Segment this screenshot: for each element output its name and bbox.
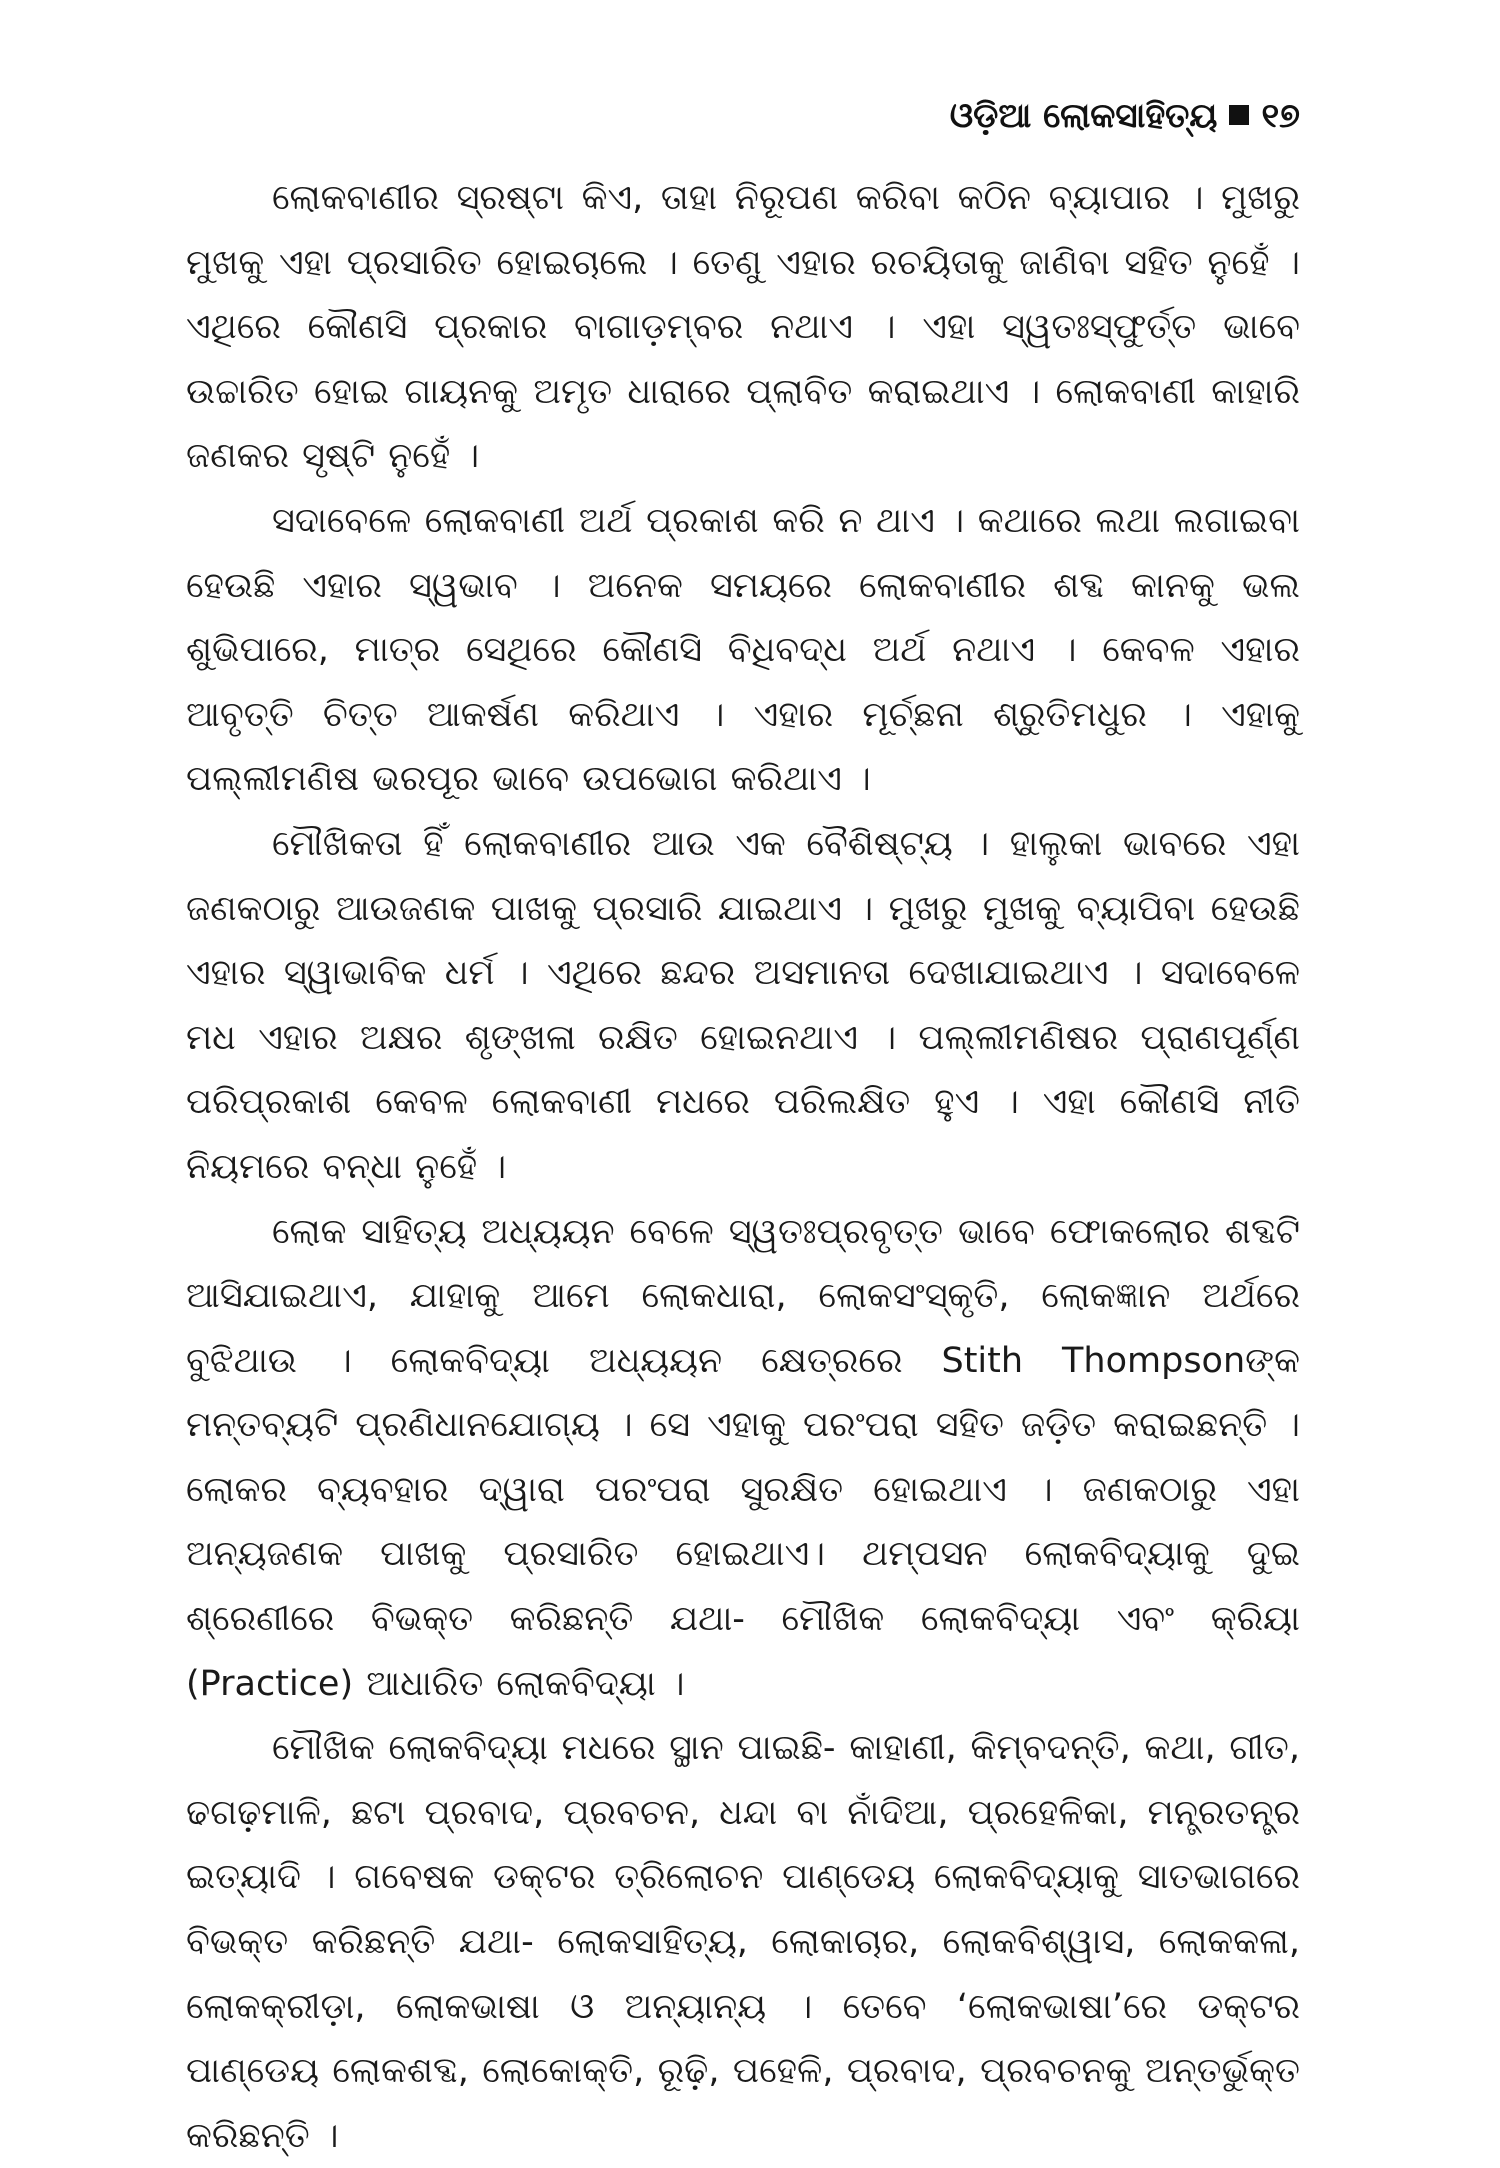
square-separator-icon [1229,105,1249,125]
paragraph-5: ମୌଖିକ ଲୋକବିଦ୍ୟା ମଧରେ ସ୍ଥାନ ପାଇଛି- କାହାଣୀ, କିମ୍ବଦନ୍ତି, କଥା, ଗୀତ, ଢଗଢ଼ମାଳି, ଛଟା ପ୍ରବାଦ, ପ୍ରବଚନ, ଧନ୍ଦା ବା ନାଁଦିଆ, ପ୍ରହେଳିକା, ମନ୍ତ୍ରତନ୍ତ୍ର ଇତ୍ୟାଦି । ଗବେଷକ ଡକ୍ଟର ତ୍ରିଲୋଚନ ପାଣ୍ଡେୟ ଲୋକବିଦ୍ୟାକୁ ସାତଭାଗରେ ବିଭକ୍ତ କରିଛନ୍ତି ଯଥା- ଲୋକସାହିତ୍ୟ, ଲୋକାଚାର, ଲୋକବିଶ୍ୱାସ, ଲୋକକଳା, ଲୋକକ୍ରୀଡ଼ା, ଲୋକଭାଷା ଓ ଅନ୍ୟାନ୍ୟ । ତେବେ ‘ଲୋକଭାଷା’ରେ ଡକ୍ଟର ପାଣ୍ଡେୟ ଲୋକଶବ୍ଦ, ଲୋକୋକ୍ତି, ରୂଢ଼ି, ପହେଳି, ପ୍ରବାଦ, ପ୍ରବଚନକୁ ଅନ୍ତର୍ଭୁକ୍ତ କରିଛନ୍ତି । [186,1728,1300,2156]
running-header [186,96,1300,146]
paragraph-1: ଲୋକବାଣୀର ସ୍ରଷ୍ଟା କିଏ, ତାହା ନିରୂପଣ କରିବା କଠିନ ବ୍ୟାପାର । ମୁଖରୁ ମୁଖକୁ ଏହା ପ୍ରସାରିତ ହୋଇଚାଲେ । ତେଣୁ ଏହାର ରଚୟିତାକୁ ଜାଣିବା ସହିତ ନୁହେଁ । ଏଥିରେ କୌଣସି ପ୍ରକାର ବାଗାଡ଼ମ୍ବର ନଥାଏ । ଏହା ସ୍ୱତଃସ୍ଫୁର୍ତ୍ତ ଭାବେ ଉଚ୍ଚାରିତ ହୋଇ ଗାୟନକୁ ଅମୃତ ଧାରାରେ ପ୍ଲାବିତ କରାଇଥାଏ । ଲୋକବାଣୀ କାହାରି ଜଣକର ସୃଷ୍ଟି ନୁହେଁ । [186,178,1300,477]
paragraph-3: ମୌଖିକତା ହିଁ ଲୋକବାଣୀର ଆଉ ଏକ ବୈଶିଷ୍ଟ୍ୟ । ହାଲୁକା ଭାବରେ ଏହା ଜଣକଠାରୁ ଆଉଜଣକ ପାଖକୁ ପ୍ରସାରି ଯାଇଥାଏ । ମୁଖରୁ ମୁଖକୁ ବ୍ୟାପିବା ହେଉଛି ଏହାର ସ୍ୱାଭାବିକ ଧର୍ମ । ଏଥିରେ ଛନ୍ଦର ଅସମାନତା ଦେଖାଯାଇଥାଏ । ସଦାବେଳେ ମଧ ଏହାର ଅକ୍ଷର ଶୃଙ୍ଖଳା ରକ୍ଷିତ ହୋଇନଥାଏ । ପଲ୍ଲୀମଣିଷର ପ୍ରାଣପୂର୍ଣ୍ଣ ପରିପ୍ରକାଶ କେବଳ ଲୋକବାଣୀ ମଧରେ ପରିଲକ୍ଷିତ ହୁଏ । ଏହା କୌଣସି ନୀତି ନିୟମରେ ବନ୍ଧା ନୁହେଁ । [186,823,1300,1187]
body-text [186,166,1300,2168]
running-title: ଓଡ଼ିଆ ଲୋକସାହିତ୍ୟ [949,96,1218,136]
paragraph-2: ସଦାବେଳେ ଲୋକବାଣୀ ଅର୍ଥ ପ୍ରକାଶ କରି ନ ଥାଏ । କଥାରେ ଲଥା ଲଗାଇବା ହେଉଛି ଏହାର ସ୍ୱଭାବ । ଅନେକ ସମୟରେ ଲୋକବାଣୀର ଶବ୍ଦ କାନକୁ ଭଲ ଶୁଭିପାରେ, ମାତ୍ର ସେଥିରେ କୌଣସି ବିଧିବଦ୍ଧ ଅର୍ଥ ନଥାଏ । କେବଳ ଏହାର ଆବୃତ୍ତି ଚିତ୍ତ ଆକର୍ଷଣ କରିଥାଏ । ଏହାର ମୂର୍ଚ୍ଛନା ଶ୍ରୁତିମଧୁର । ଏହାକୁ ପଲ୍ଲୀମଣିଷ ଭରପୂର ଭାବେ ଉପଭୋଗ କରିଥାଏ । [186,500,1300,800]
paragraph-4: ଲୋକ ସାହିତ୍ୟ ଅଧ୍ୟୟନ ବେଳେ ସ୍ୱତଃପ୍ରବୃତ୍ତ ଭାବେ ଫୋକଲୋର ଶବ୍ଦଟି ଆସିଯାଇଥାଏ, ଯାହାକୁ ଆମେ ଲୋକଧାରା, ଲୋକସଂସ୍କୃତି, ଲୋକଜ୍ଞାନ ଅର୍ଥରେ ବୁଝିଥାଉ । ଲୋକବିଦ୍ୟା ଅଧ୍ୟୟନ କ୍ଷେତ୍ରରେ Stith Thompsonଙ୍କ ମନ୍ତବ୍ୟଟି ପ୍ରଣିଧାନଯୋଗ୍ୟ । ସେ ଏହାକୁ ପରଂପରା ସହିତ ଜଡ଼ିତ କରାଇଛନ୍ତି । ଲୋକର ବ୍ୟବହାର ଦ୍ୱାରା ପରଂପରା ସୁରକ୍ଷିତ ହୋଇଥାଏ । ଜଣକଠାରୁ ଏହା ଅନ୍ୟଜଣକ ପାଖକୁ ପ୍ରସାରିତ ହୋଇଥାଏ। ଥମ୍ପସନ ଲୋକବିଦ୍ୟାକୁ ଦୁଇ ଶ୍ରେଣୀରେ ବିଭକ୍ତ କରିଛନ୍ତି ଯଥା- ମୌଖିକ ଲୋକବିଦ୍ୟା ଏବଂ କ୍ରିୟା (Practice) ଆଧାରିତ ଲୋକବିଦ୍ୟା । [186,1211,1300,1704]
page-number: ୧୭ [1261,96,1300,136]
